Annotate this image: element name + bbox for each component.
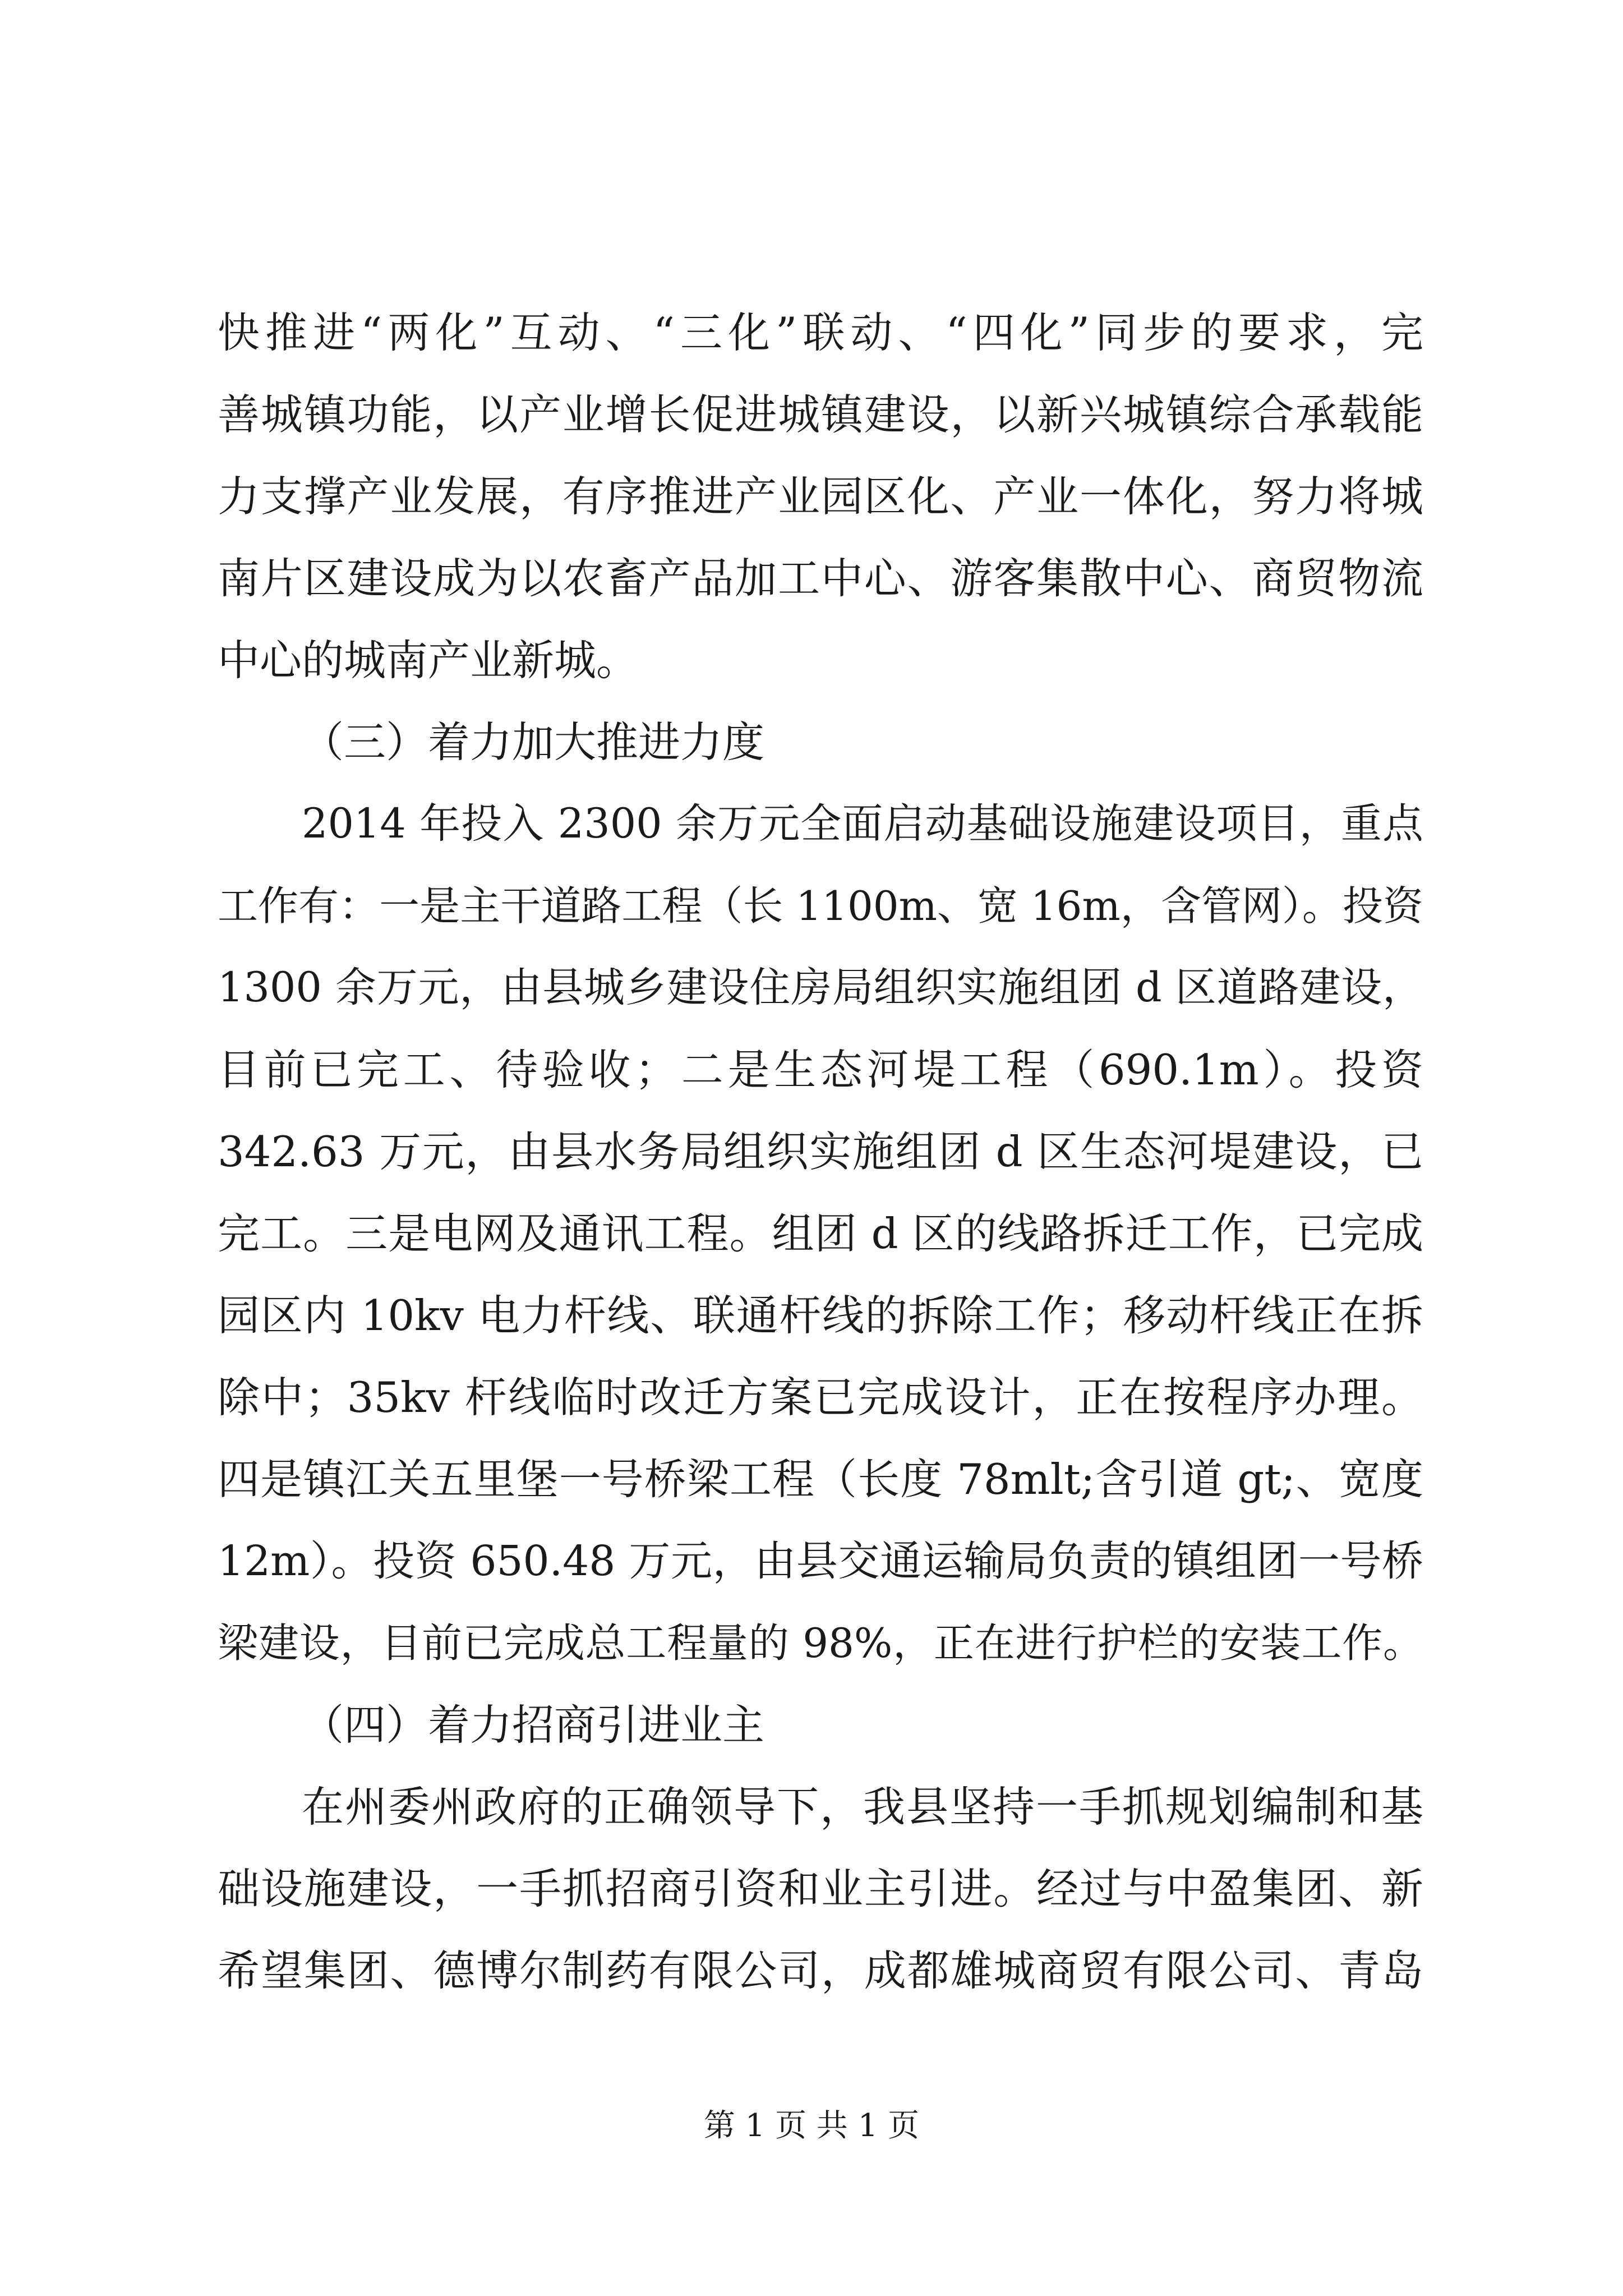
text-line: 快推进“两化”互动、“三化”联动、“四化”同步的要求，完 [218,308,1423,357]
text-line: 南片区建设成为以农畜产品加工中心、游客集散中心、商贸物流 [218,554,1423,603]
section-heading: （四）着力招商引进业主 [302,1700,765,1750]
document-body [218,292,1423,2012]
text-line: 础设施建设，一手抓招商引资和业主引进。经过与中盈集团、新 [218,1864,1423,1913]
text-line: 目前已完工、待验收；二是生态河堤工程（690.1m）。投资 [218,1045,1423,1094]
page-number: 第 1 页 共 1 页 [703,2108,920,2144]
text-line: 善城镇功能，以产业增长促进城镇建设，以新兴城镇综合承载能 [218,390,1423,439]
text-line: 完工。三是电网及通讯工程。组团 d 区的线路拆迁工作，已完成 [218,1209,1423,1258]
text-line: 工作有：一是主干道路工程（长 1100m、宽 16m，含管网）。投资 [218,882,1423,930]
text-line: 梁建设，目前已完成总工程量的 98%，正在进行护栏的安装工作。 [218,1619,1423,1667]
text-line: 除中；35kv 杆线临时改迁方案已完成设计，正在按程序办理。 [218,1373,1423,1422]
text-line: 12m）。投资 650.48 万元，由县交通运输局负责的镇组团一号桥 [218,1537,1423,1585]
text-line: 四是镇江关五里堡一号桥梁工程（长度 78mlt;含引道 gt;、宽度 [218,1455,1423,1504]
text-line: 在州委州政府的正确领导下，我县坚持一手抓规划编制和基 [302,1782,1423,1832]
text-line: 中心的城南产业新城。 [218,636,639,685]
text-line: 1300 余万元，由县城乡建设住房局组织实施组团 d 区道路建设， [218,964,1423,1011]
text-line: 力支撑产业发展，有序推进产业园区化、产业一体化，努力将城 [218,472,1423,521]
section-heading: （三）着力加大推进力度 [302,717,765,767]
text-line: 2014 年投入 2300 余万元全面启动基础设施建设项目，重点 [302,800,1423,848]
text-line: 园区内 10kv 电力杆线、联通杆线的拆除工作；移动杆线正在拆 [218,1291,1423,1340]
text-line: 希望集团、德博尔制药有限公司，成都雄城商贸有限公司、青岛 [218,1946,1423,1995]
text-line: 342.63 万元，由县水务局组织实施组团 d 区生态河堤建设，已 [218,1127,1423,1176]
